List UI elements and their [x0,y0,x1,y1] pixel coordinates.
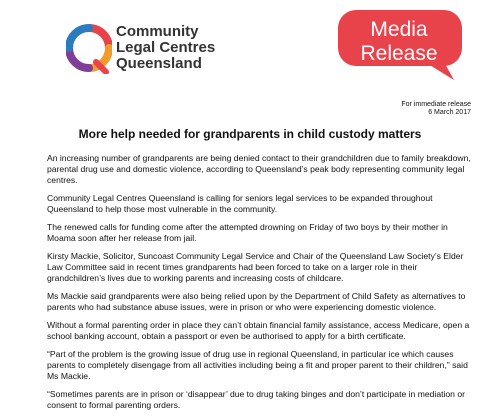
logo-wordmark [116,24,215,72]
release-meta [401,101,471,117]
paragraph: The renewed calls for funding come after the attempted drowning on Friday of two boys by their mother in Moama soon after her release from jail. [47,222,448,243]
clcq-logo [66,22,236,82]
headline: More help needed for grandparents in child custody matters [78,127,422,141]
badge-line-2: Release [360,42,438,65]
paragraph: “Sometimes parents are in prison or ‘disappear’ due to drug taking binges and don’t participate in mediation or consent to formal parenting orders. [47,389,465,410]
release-date: 6 March 2017 [428,109,471,116]
media-release-badge [336,8,472,82]
logo-line-3: Queensland [116,55,202,72]
release-notice: For immediate release [401,101,471,108]
paragraph: Community Legal Centres Queensland is calling for seniors legal services to be expanded throughout Queensland to help those most vulnerable in the community. [47,193,433,214]
logo-line-2: Legal Centres [116,39,216,56]
badge-text [336,18,462,66]
article-body [47,153,477,418]
paragraph: “Part of the problem is the growing issue of drug use in regional Queensland, in particular ice which causes parents to completely disengage from all activities including being a fit and proper parent to their children,” said Ms Mackie. [47,349,468,381]
badge-line-1: Media [370,18,428,41]
logo-line-1: Community [116,23,199,40]
paragraph: Kirsty Mackie, Solicitor, Suncoast Community Legal Service and Chair of the Queensland Law Society’s Elder Law Committee said in recent times grandparents had been forced to take on a larger role in their grandchildren’s lives due to working parents and increasing costs of childcare. [47,251,464,283]
paragraph: Ms Mackie said grandparents were also being relied upon by the Department of Child Safety as alternatives to parents who had substance abuse issues, were in prison or who were experiencing domestic violence. [47,291,466,312]
paragraph: An increasing number of grandparents are being denied contact to their grandchildren due to family breakdown, parental drug use and domestic violence, according to Queensland’s peak body representing community legal centres. [47,153,471,185]
clcq-logo-mark-icon [66,24,112,74]
paragraph: Without a formal parenting order in place they can’t obtain financial family assistance, access Medicare, open a school banking account, obtain a passport or even be authorised to apply for a birth certificate. [47,320,470,341]
